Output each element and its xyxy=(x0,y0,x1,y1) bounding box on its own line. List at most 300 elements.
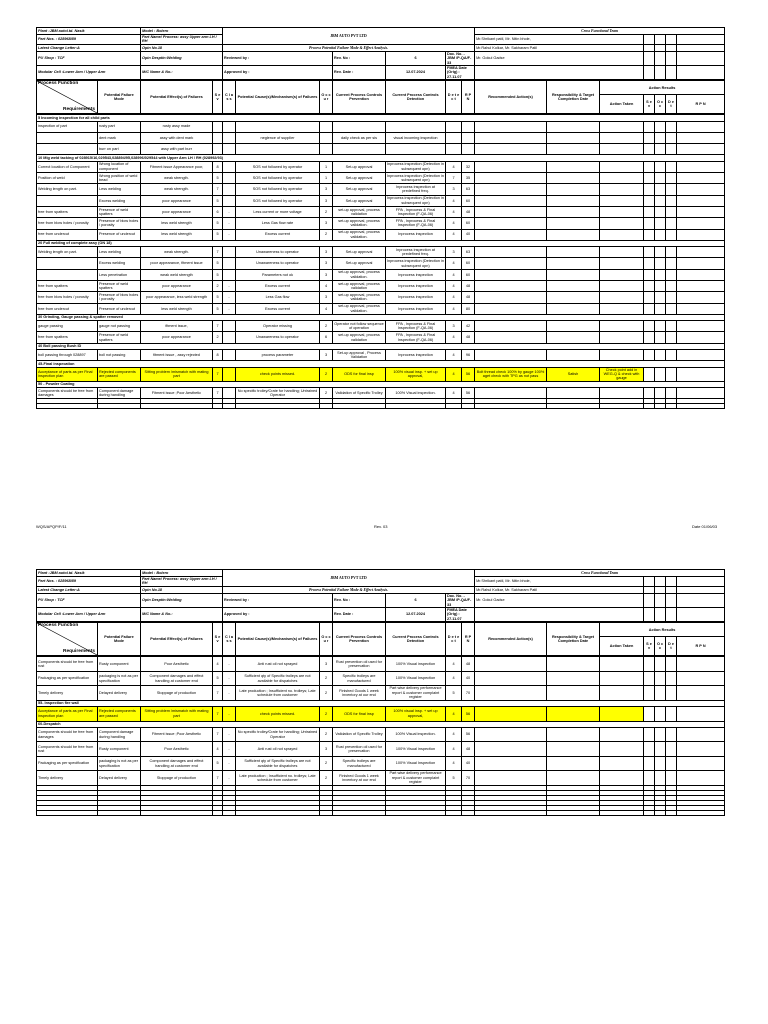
prevention-cell xyxy=(333,144,386,155)
prevention-cell: Validation of Specific Trolley xyxy=(333,727,386,742)
opin-desc-label: Opin Desptin:Welding xyxy=(141,593,223,607)
occ-cell: 3 xyxy=(320,258,333,269)
ar-rpn-header: R P N xyxy=(677,637,725,656)
occ-cell: 3 xyxy=(320,218,333,229)
responsibility-cell xyxy=(547,292,600,303)
det-cell: 4 xyxy=(446,707,462,722)
cause-cell: neglence of supplier xyxy=(236,132,320,143)
action-taken-cell xyxy=(600,707,644,722)
table-row xyxy=(37,742,725,757)
responsibility-cell xyxy=(547,132,600,143)
ar-sev-cell xyxy=(644,161,655,172)
class-cell: - xyxy=(223,727,236,742)
cause-cell: Excess current xyxy=(236,303,320,314)
ar-rpn-cell xyxy=(677,229,725,240)
sev-cell: 2 xyxy=(213,332,223,343)
ar-sev-cell xyxy=(644,332,655,343)
action-taken-cell xyxy=(600,195,644,206)
effect-cell: less weld strength xyxy=(141,229,213,240)
action-taken-cell xyxy=(600,756,644,771)
detection-cell: 100% Visual Inspection xyxy=(386,671,446,686)
ar-det-cell xyxy=(666,269,677,280)
prevention-header: Current Process Controls Prevention xyxy=(333,81,386,114)
rpn-cell: 70 xyxy=(462,686,475,701)
ar-rpn-cell xyxy=(677,121,725,132)
ar-occ-cell xyxy=(655,258,666,269)
recommended-cell xyxy=(475,206,547,217)
cause-cell xyxy=(236,144,320,155)
det-cell: 4 xyxy=(446,258,462,269)
det-cell: 3 xyxy=(446,321,462,332)
ar-sev-cell xyxy=(644,671,655,686)
effect-cell: poor appearance xyxy=(141,281,213,292)
action-taken-cell xyxy=(600,132,644,143)
rpn-cell xyxy=(462,132,475,143)
approved-by-label: Approved by : xyxy=(223,608,333,622)
class-cell: - xyxy=(223,657,236,672)
sev-cell: 4 xyxy=(213,742,223,757)
requirement-cell xyxy=(37,195,98,206)
requirement-cell: Components should be free from damages xyxy=(37,388,98,399)
fmea-date-label: FMEA Date (Orig) : 27.11.07 xyxy=(446,66,475,80)
rpn-cell: 56 xyxy=(462,367,475,381)
detection-cell: Inprocess inspection xyxy=(386,269,446,280)
failure-mode-header: Potential Failure Mode xyxy=(98,623,141,656)
occ-header: O c c u r xyxy=(320,623,333,656)
table-row xyxy=(37,144,725,155)
rpn-cell: 56 xyxy=(462,727,475,742)
cause-cell: Excess current xyxy=(236,229,320,240)
failure-mode-cell: boll not passing xyxy=(98,350,141,361)
blank-row xyxy=(37,810,725,815)
ar-sev-cell xyxy=(644,121,655,132)
effect-cell: weak strength. xyxy=(141,184,213,195)
requirement-cell xyxy=(37,258,98,269)
requirement-cell: free from spatters xyxy=(37,206,98,217)
blank-cell xyxy=(462,810,475,815)
doc-no-label: Doc. No. - JBM /P-QA/F-33 xyxy=(446,51,475,65)
occ-cell: 2 xyxy=(320,756,333,771)
ar-occ-cell xyxy=(655,707,666,722)
det-cell: 4 xyxy=(446,269,462,280)
ar-sev-cell xyxy=(644,771,655,786)
sev-cell: 5 xyxy=(213,671,223,686)
effect-cell: rusty assy made xyxy=(141,121,213,132)
table-row xyxy=(37,269,725,280)
blank-cell xyxy=(677,404,725,409)
ar-sev-cell xyxy=(644,292,655,303)
recommended-cell xyxy=(475,686,547,701)
failure-mode-cell: Presence of blow holes / porosity xyxy=(98,292,141,303)
failure-mode-cell: rusty part xyxy=(98,121,141,132)
detection-cell: Inprocess inspection xyxy=(386,229,446,240)
failure-mode-cell: Rejected components are passed xyxy=(98,707,141,722)
ar-occ-cell xyxy=(655,281,666,292)
ar-sev-cell xyxy=(644,132,655,143)
action-taken-cell xyxy=(600,161,644,172)
ar-sev-cell xyxy=(644,742,655,757)
class-cell xyxy=(223,321,236,332)
table-row xyxy=(37,173,725,184)
action-taken-cell xyxy=(600,742,644,757)
fmea-column-header-2 xyxy=(36,622,725,656)
sev-cell: 5 xyxy=(213,269,223,280)
section-title: 40 Boll passing Bush ID xyxy=(37,343,725,349)
detection-cell: Inprocess inspection (Detection in subsequent opn) xyxy=(387,162,444,171)
responsibility-cell xyxy=(547,756,600,771)
effect-cell: weak weld strength xyxy=(141,269,213,280)
responsibility-cell xyxy=(547,727,600,742)
ar-occ-cell xyxy=(655,367,666,381)
rpn-cell: 48 xyxy=(462,657,475,672)
det-cell: 4 xyxy=(446,388,462,399)
prevention-cell: ODS for final insp xyxy=(333,367,386,381)
occ-cell: 3 xyxy=(320,292,333,303)
class-cell: - xyxy=(223,218,236,229)
ar-det-cell xyxy=(666,258,677,269)
process-function-label: Process Function xyxy=(38,623,79,629)
action-taken-cell xyxy=(600,657,644,672)
rpn-cell: 35 xyxy=(462,173,475,184)
ar-det-cell xyxy=(666,388,677,399)
occ-cell: 2 xyxy=(320,321,333,332)
prevention-cell: Finished Goods 1 week inventory at our end xyxy=(333,771,386,786)
recommended-cell xyxy=(475,121,547,132)
ar-sev-cell xyxy=(644,350,655,361)
rev-no-value: 6 xyxy=(386,593,446,607)
ar-sev-cell xyxy=(644,367,655,381)
rpn-cell: 42 xyxy=(462,321,475,332)
sev-header: S e v xyxy=(213,81,223,114)
ar-rpn-cell xyxy=(677,161,725,172)
prevention-cell: set-up approval, process validation xyxy=(333,281,386,292)
table-row xyxy=(37,292,725,303)
detection-cell: Part wise delivery performance report & customer complaint register xyxy=(386,771,446,786)
effect-cell: Poor Aesthetic xyxy=(141,742,213,757)
blank-cell xyxy=(446,810,462,815)
effect-cell: poor appearance xyxy=(141,206,213,217)
table-row xyxy=(37,121,725,132)
requirement-cell: free from spatters xyxy=(37,281,98,292)
class-cell: - xyxy=(223,742,236,757)
blank-cell xyxy=(320,810,333,815)
requirements-label: Requirements xyxy=(63,106,95,112)
recommended-cell xyxy=(475,195,547,206)
ar-det-cell xyxy=(666,367,677,381)
blank-cell xyxy=(644,810,655,815)
failure-mode-cell: Wrong position of weld bead xyxy=(98,173,141,184)
det-cell: 4 xyxy=(446,161,462,172)
responsibility-header: Responsibility & Target Completion Date xyxy=(547,81,600,114)
ar-sev-cell xyxy=(644,144,655,155)
detection-cell: FPA , Inprocess & Final Inspection (F-QA-06) xyxy=(386,332,446,343)
det-cell: 4 xyxy=(446,756,462,771)
occ-cell: 4 xyxy=(320,303,333,314)
action-results-header: Action Results xyxy=(600,81,725,95)
requirement-cell xyxy=(37,144,98,155)
doc-no-label: Doc. No. - JBM /P-QA/F-33 xyxy=(446,593,475,607)
det-cell: 3 xyxy=(446,247,462,258)
requirement-cell: free from spatters xyxy=(37,332,98,343)
occ-cell: 2 xyxy=(320,671,333,686)
mc-name-label: M/C Name & No.: xyxy=(141,66,223,80)
detection-cell: FPA , Inprocess & Final Inspection (F-QA-06) xyxy=(386,206,446,217)
class-cell xyxy=(223,332,236,343)
detection-cell: Inprocess inspection at predefined freq. xyxy=(386,247,446,258)
table-row xyxy=(37,321,725,332)
ar-sev-cell xyxy=(644,707,655,722)
det-cell: 4 xyxy=(446,742,462,757)
blank-cell xyxy=(98,404,141,409)
ar-det-cell xyxy=(666,756,677,771)
responsibility-cell xyxy=(547,657,600,672)
ar-rpn-cell xyxy=(677,281,725,292)
ar-sev-header: S e v xyxy=(644,95,655,114)
requirement-cell: Packaging as per specification xyxy=(37,756,98,771)
class-cell: - xyxy=(223,229,236,240)
ar-sev-cell xyxy=(644,195,655,206)
occ-cell: 1 xyxy=(320,173,333,184)
detection-cell: Inprocess inspection xyxy=(386,292,446,303)
class-cell xyxy=(223,367,236,381)
rpn-cell: 40 xyxy=(462,229,475,240)
detection-cell: 100% visual insp. + set up approval, xyxy=(386,707,446,722)
det-cell: 4 xyxy=(446,303,462,314)
sev-cell: 7 xyxy=(213,367,223,381)
action-taken-cell: Check point add in WEG-Q & check with gauge xyxy=(600,367,644,381)
recommended-cell xyxy=(475,332,547,343)
ar-sev-cell xyxy=(644,657,655,672)
effect-cell: Component damages and effect handling at customer end xyxy=(141,671,213,686)
failure-mode-cell: Wrong location of component xyxy=(98,161,141,172)
class-header: C l a s s xyxy=(223,623,236,656)
rpn-cell: 80 xyxy=(462,303,475,314)
prevention-cell xyxy=(333,121,386,132)
table-row xyxy=(37,258,725,269)
plant-label: Plant :JBM autol.td. Nasik xyxy=(37,570,141,577)
responsibility-cell xyxy=(547,229,600,240)
sev-cell: 5 xyxy=(213,195,223,206)
table-row xyxy=(37,229,725,240)
recommended-cell xyxy=(475,173,547,184)
recommended-cell xyxy=(475,247,547,258)
blank-cell xyxy=(600,404,644,409)
ar-occ-cell xyxy=(655,206,666,217)
ar-rpn-header: R P N xyxy=(677,95,725,114)
recommended-cell xyxy=(475,657,547,672)
detection-cell: FPA , Inprocess & Final Inspection (F-QA-06) xyxy=(386,321,446,332)
det-cell: 3 xyxy=(446,184,462,195)
class-cell: - xyxy=(223,771,236,786)
action-taken-cell xyxy=(600,184,644,195)
table-row xyxy=(37,195,725,206)
responsibility-cell xyxy=(547,771,600,786)
rpn-cell: 56 xyxy=(462,707,475,722)
rpn-header: R P N xyxy=(462,81,475,114)
sev-cell: 5 xyxy=(213,292,223,303)
responsibility-cell xyxy=(547,332,600,343)
ar-det-header: D e t xyxy=(666,95,677,114)
recommended-cell xyxy=(475,707,547,722)
rpn-cell: 60 xyxy=(462,195,475,206)
cause-cell: SOS not followed by operator xyxy=(236,184,320,195)
ar-sev-cell xyxy=(644,173,655,184)
requirement-cell: Acceptance of parts as per Final inspection plan xyxy=(37,707,98,722)
occ-cell: 2 xyxy=(320,229,333,240)
cause-cell: SOS not followed by operator xyxy=(236,195,320,206)
sev-cell xyxy=(213,121,223,132)
ar-sev-cell xyxy=(644,184,655,195)
prevention-cell: daily check as per sis xyxy=(333,132,386,143)
requirement-cell: inspection of part xyxy=(37,121,98,132)
rev-date-value: 12.07.2024 xyxy=(386,66,446,80)
det-cell: 5 xyxy=(446,771,462,786)
cause-cell: check points missed. xyxy=(236,367,320,381)
responsibility-cell xyxy=(547,121,600,132)
ar-sev-cell xyxy=(644,321,655,332)
effect-cell: Fitment issue ;Poor Aesthetic xyxy=(141,388,213,399)
prevention-cell: set-up approval, process validation xyxy=(333,332,386,343)
table-row xyxy=(37,707,725,722)
responsibility-cell xyxy=(547,173,600,184)
ar-occ-header: O c c xyxy=(655,637,666,656)
cft-member-2: Mr.Rahul Kolkar, Mr. Sakharam Patil xyxy=(475,44,644,51)
prevention-cell: Set-up approval xyxy=(333,195,386,206)
rev-date-label: Rev. Date : xyxy=(333,66,386,80)
table-row xyxy=(37,303,725,314)
footer-rev: Rev. 03 xyxy=(374,524,388,529)
ar-rpn-cell xyxy=(677,321,725,332)
ar-rpn-cell xyxy=(677,671,725,686)
responsibility-cell xyxy=(547,206,600,217)
effect-cell: Fitment issue ;Poor Aesthetic xyxy=(141,727,213,742)
action-taken-cell xyxy=(600,144,644,155)
occ-cell: 3 xyxy=(320,195,333,206)
ar-sev-cell xyxy=(644,686,655,701)
prevention-cell: set-up approval, process validation. xyxy=(333,303,386,314)
detection-cell: 100% Visual inspection. xyxy=(386,388,446,399)
detection-cell: Inprocess inspection at predefined freq. xyxy=(386,184,446,195)
responsibility-cell xyxy=(547,321,600,332)
responsibility-cell xyxy=(547,247,600,258)
blank-cell xyxy=(320,404,333,409)
ar-rpn-cell xyxy=(677,303,725,314)
det-cell: 4 xyxy=(446,332,462,343)
ar-occ-cell xyxy=(655,161,666,172)
recommended-cell xyxy=(475,229,547,240)
failure-mode-cell: Presence of weld spatters xyxy=(98,281,141,292)
recommended-cell xyxy=(475,756,547,771)
recommended-cell xyxy=(475,144,547,155)
det-cell: 4 xyxy=(446,218,462,229)
recommended-cell xyxy=(475,292,547,303)
requirement-cell: free from blow holes / porosity xyxy=(37,218,98,229)
ar-det-cell xyxy=(666,332,677,343)
recommended-cell xyxy=(475,350,547,361)
table-row xyxy=(37,671,725,686)
requirement-cell: Timely delivery xyxy=(37,686,98,701)
failure-mode-cell: Rusty component xyxy=(98,742,141,757)
det-cell: 4 xyxy=(446,292,462,303)
effect-cell: Stoppage of production xyxy=(141,771,213,786)
ar-rpn-cell xyxy=(677,269,725,280)
responsibility-cell xyxy=(547,707,600,722)
ar-occ-cell xyxy=(655,332,666,343)
table-row xyxy=(37,218,725,229)
detection-cell: Inprocess inspection xyxy=(386,350,446,361)
modular-cell-label: Modular Cell :Lower Arm / Upper Arm xyxy=(37,608,141,622)
occ-cell: 3 xyxy=(320,657,333,672)
sev-cell: 8 xyxy=(213,161,223,172)
ar-occ-cell xyxy=(655,144,666,155)
model-label: Model : Bolero xyxy=(141,570,223,577)
table-row xyxy=(37,247,725,258)
prevention-cell: Finished Goods 1 week inventory at our end xyxy=(333,686,386,701)
failure-mode-cell: Presence of blow holes / porosity xyxy=(98,218,141,229)
blank-cell xyxy=(37,404,98,409)
ar-rpn-cell xyxy=(677,388,725,399)
prevention-header: Current Process Controls Prevention xyxy=(333,623,386,656)
ar-occ-cell xyxy=(655,686,666,701)
detection-cell: Inprocess inspection (Detection in subsequent opn) xyxy=(387,173,444,183)
recommended-cell xyxy=(475,132,547,143)
responsibility-cell xyxy=(547,195,600,206)
responsibility-cell xyxy=(547,144,600,155)
document-title: Process Potential Failure Mode & Effect Analysis. xyxy=(223,586,475,593)
section-title: 60-Despatch xyxy=(37,721,725,727)
failure-mode-cell: Presence of weld spatters xyxy=(98,206,141,217)
det-cell: 7 xyxy=(446,173,462,184)
cause-cell: Operator missing xyxy=(236,321,320,332)
occ-cell: 2 xyxy=(320,727,333,742)
failure-mode-cell: Rusty component xyxy=(98,657,141,672)
occ-cell: 2 xyxy=(320,686,333,701)
recommended-cell xyxy=(475,303,547,314)
action-taken-cell xyxy=(600,173,644,184)
ar-occ-cell xyxy=(655,657,666,672)
prevention-cell: Specific trolleys are manufactured xyxy=(333,756,386,771)
effect-cell: fitment issue, xyxy=(141,321,213,332)
class-cell xyxy=(223,247,236,258)
recommended-header: Recommended Action(s) xyxy=(475,81,547,114)
effect-cell: less weld strength xyxy=(141,303,213,314)
sev-cell xyxy=(213,132,223,143)
failure-mode-cell: Presence of undercut xyxy=(98,303,141,314)
requirement-cell: free from undercut xyxy=(37,303,98,314)
ar-occ-cell xyxy=(655,742,666,757)
cause-cell: SOS not followed by operator xyxy=(236,161,320,172)
pu-shop-label: PU Shop : TCF xyxy=(37,593,141,607)
ar-det-cell xyxy=(666,707,677,722)
ar-occ-header: O c c xyxy=(655,95,666,114)
cause-cell: Less Gas flow xyxy=(236,292,320,303)
sev-cell: 5 xyxy=(213,756,223,771)
effects-header: Potential Effect(s) of Failures xyxy=(141,623,213,656)
rpn-cell xyxy=(462,121,475,132)
responsibility-cell xyxy=(547,303,600,314)
ar-rpn-cell xyxy=(677,771,725,786)
fmea-date-label: FMEA Date (Orig) : 27.11.07 xyxy=(446,608,475,622)
occ-header: O c c u r xyxy=(320,81,333,114)
detection-cell: FPA , Inprocess & Final Inspection (F-QA-06) xyxy=(386,218,446,229)
recommended-cell xyxy=(475,771,547,786)
effect-cell: Sitting problem /mismatch with mating part xyxy=(141,367,213,381)
rev-no-label: Rev. No : xyxy=(333,51,386,65)
ar-rpn-cell xyxy=(677,195,725,206)
section-title: 45-Final inspecation xyxy=(37,361,725,367)
requirement-cell: boll passing through 028897 xyxy=(37,350,98,361)
ar-det-cell xyxy=(666,671,677,686)
